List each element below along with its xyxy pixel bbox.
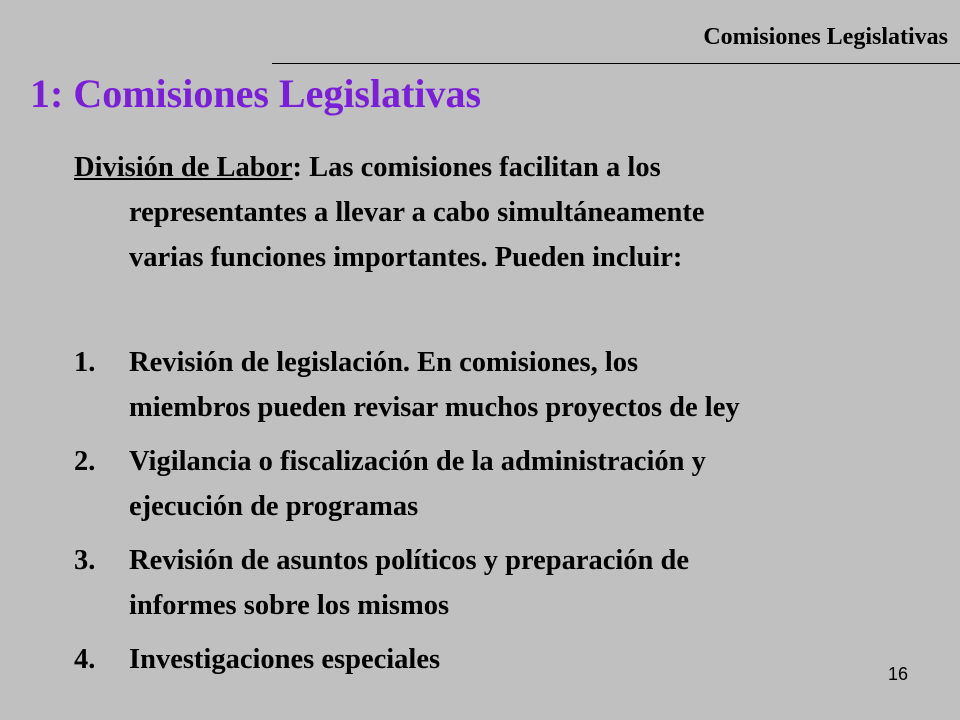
- list-item-line: Vigilancia o fiscalización de la administración y: [129, 446, 706, 477]
- slide-title: 1: Comisiones Legislativas: [30, 71, 482, 116]
- list-item-line: ejecución de programas: [129, 491, 419, 522]
- intro-line-1-rest: : Las comisiones facilitan a los: [292, 152, 661, 183]
- intro-line-2: representantes a llevar a cabo simultáneamente: [129, 197, 705, 228]
- list-item-line: Revisión de asuntos políticos y preparación de: [129, 545, 690, 576]
- list-item-number: 4.: [74, 644, 96, 675]
- list-item: [74, 439, 954, 529]
- functions-list: [74, 340, 954, 691]
- list-item: [74, 538, 954, 628]
- list-item-number: 2.: [74, 446, 96, 477]
- header-divider: [272, 63, 960, 64]
- list-item-line: miembros pueden revisar muchos proyectos de ley: [129, 392, 740, 423]
- list-item-number: 3.: [74, 545, 96, 576]
- page-number: 16: [888, 664, 909, 684]
- intro-lead-term: División de Labor: [74, 152, 293, 183]
- list-item: [74, 340, 954, 430]
- list-item-line: informes sobre los mismos: [129, 590, 450, 621]
- header-title: Comisiones Legislativas: [703, 24, 948, 50]
- list-item-number: 1.: [74, 347, 96, 378]
- intro-line-1: [74, 145, 934, 190]
- intro-line-3: varias funciones importantes. Pueden incluir:: [129, 242, 683, 273]
- list-item: [74, 637, 954, 682]
- list-item-line: Investigaciones especiales: [129, 644, 441, 675]
- list-item-line: Revisión de legislación. En comisiones, los: [129, 347, 639, 378]
- intro-paragraph: [74, 145, 934, 280]
